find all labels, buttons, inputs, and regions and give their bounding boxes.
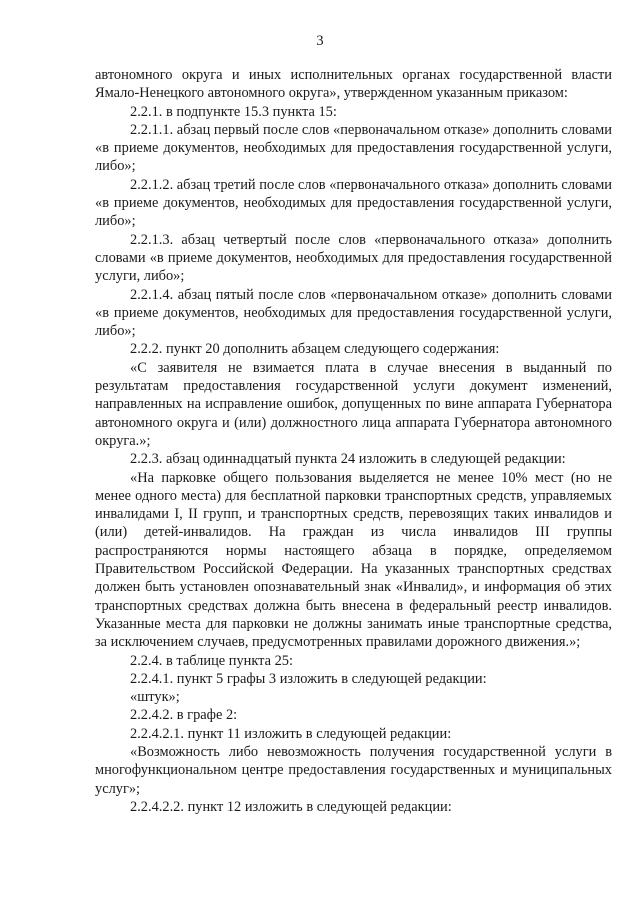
paragraph: 2.2.4.2. в графе 2: (130, 707, 238, 724)
paragraph: 2.2.4.2.2. пункт 12 изложить в следующей редакции: (130, 798, 452, 815)
paragraph: «С заявителя не взимается плата в случае внесения в выданный по результатам предоставления государственной услуги документ изменений, направленных на исправление ошибок, допущенных по вине аппарата Губернатора автономного округа и (или) должностного лица аппарата Губернатора автономного округа.»; (95, 359, 612, 449)
document-body (95, 66, 612, 816)
paragraph: 2.2.1.4. абзац пятый после слов «первоначальном отказе» дополнить словами «в приеме документов, необходимых для предоставления государственной услуги, либо»; (95, 286, 612, 340)
paragraph: 2.2.4.1. пункт 5 графы 3 изложить в следующей редакции: (130, 670, 487, 687)
paragraph: «Возможность либо невозможность получения государственной услуги в многофункциональном центре предоставления государственных и муниципальных услуг»; (95, 743, 612, 797)
paragraph: 2.2.3. абзац одиннадцатый пункта 24 изложить в следующей редакции: (130, 451, 566, 468)
paragraph: «штук»; (130, 689, 180, 706)
paragraph: 2.2.1.2. абзац третий после слов «первоначального отказа» дополнить словами «в приеме документов, необходимых для предоставления государственной услуги, либо»; (95, 176, 612, 230)
paragraph: автономного округа и иных исполнительных органах государственной власти Ямало-Ненецкого автономного округа», утвержденном указанным приказом: (95, 67, 612, 102)
paragraph: 2.2.1.1. абзац первый после слов «первоначальном отказе» дополнить словами «в приеме документов, необходимых для предоставления государственной услуги, либо»; (95, 121, 612, 175)
paragraph: 2.2.4.2.1. пункт 11 изложить в следующей редакции: (130, 725, 452, 742)
paragraph: 2.2.1. в подпункте 15.3 пункта 15: (130, 103, 337, 120)
paragraph: 2.2.2. пункт 20 дополнить абзацем следующего содержания: (130, 341, 500, 358)
paragraph: «На парковке общего пользования выделяется не менее 10% мест (но не менее одного места) для бесплатной парковки транспортных средств, управляемых инвалидами I, II групп, и транспортных средств, перевозящих таких инвалидов и (или) детей-инвалидов. На граждан из числа инвалидов III группы распространяются нормы настоящего абзаца в порядке, определяемом Правительством Российской Федерации. На указанных транспортных средствах должен быть установлен опознавательный знак «Инвалид», и информация об этих транспортных средствах должна быть внесена в федеральный реестр инвалидов. Указанные места для парковки не должны занимать иные транспортные средства, за исключением случаев, предусмотренных правилами дорожного движения.»; (95, 469, 612, 651)
paragraph: 2.2.4. в таблице пункта 25: (130, 652, 293, 669)
paragraph: 2.2.1.3. абзац четвертый после слов «первоначального отказа» дополнить словами «в приеме документов, необходимых для предоставления государственной услуги, либо»; (95, 231, 612, 285)
page-number: 3 (316, 33, 324, 49)
